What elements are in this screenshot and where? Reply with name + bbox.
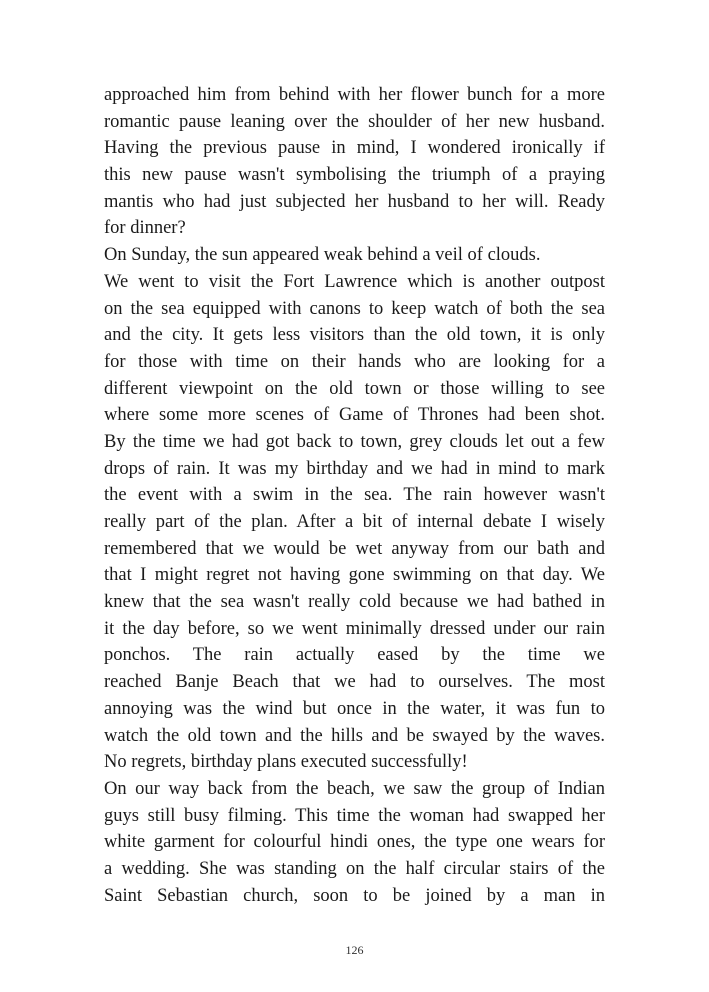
text-line: reached Banje Beach that we had to ourselves. The most <box>104 672 605 693</box>
page-text <box>104 82 605 909</box>
text-line: remembered that we would be wet anyway from our bath and <box>104 538 605 559</box>
text-line: ponchos. The rain actually eased by the time we <box>104 645 605 666</box>
text-line: annoying was the wind but once in the water, it was fun to <box>104 698 605 719</box>
text-line: drops of rain. It was my birthday and we had in mind to mark <box>104 458 605 479</box>
text-line: romantic pause leaning over the shoulder of her new husband. <box>104 111 605 132</box>
text-line: On Sunday, the sun appeared weak behind a veil of clouds. <box>104 245 541 266</box>
text-line: a wedding. She was standing on the half circular stairs of the <box>104 858 605 879</box>
text-line: approached him from behind with her flower bunch for a more <box>104 85 605 105</box>
text-line: it the day before, so we went minimally dressed under our rain <box>104 618 605 639</box>
text-line: On our way back from the beach, we saw the group of Indian <box>104 778 605 799</box>
text-line: No regrets, birthday plans executed successfully! <box>104 752 468 773</box>
text-line: really part of the plan. After a bit of internal debate I wisely <box>104 512 605 532</box>
text-line: white garment for colourful hindi ones, the type one wears for <box>104 832 605 853</box>
text-line: Saint Sebastian church, soon to be joined by a man in <box>104 885 605 906</box>
text-line: guys still busy filming. This time the woman had swapped her <box>104 805 605 826</box>
text-line: for dinner? <box>104 218 186 239</box>
text-line: for those with time on their hands who are looking for a <box>104 351 605 372</box>
page-number: 126 <box>345 943 364 957</box>
text-line: the event with a swim in the sea. The rain however wasn't <box>104 485 605 506</box>
text-line: this new pause wasn't symbolising the triumph of a praying <box>104 165 605 186</box>
text-line: where some more scenes of Game of Thrones had been shot. <box>104 405 605 426</box>
text-line: and the city. It gets less visitors than the old town, it is only <box>104 325 605 346</box>
text-line: By the time we had got back to town, grey clouds let out a few <box>104 431 605 452</box>
text-line: Having the previous pause in mind, I wondered ironically if <box>104 138 605 159</box>
text-line: different viewpoint on the old town or those willing to see <box>104 378 605 399</box>
text-line: We went to visit the Fort Lawrence which is another outpost <box>104 271 605 292</box>
text-line: on the sea equipped with canons to keep watch of both the sea <box>104 298 605 319</box>
text-line: that I might regret not having gone swimming on that day. We <box>104 565 605 586</box>
text-line: mantis who had just subjected her husband to her will. Ready <box>104 191 605 212</box>
text-line: knew that the sea wasn't really cold because we had bathed in <box>104 592 605 613</box>
text-line: watch the old town and the hills and be swayed by the waves. <box>104 725 605 746</box>
